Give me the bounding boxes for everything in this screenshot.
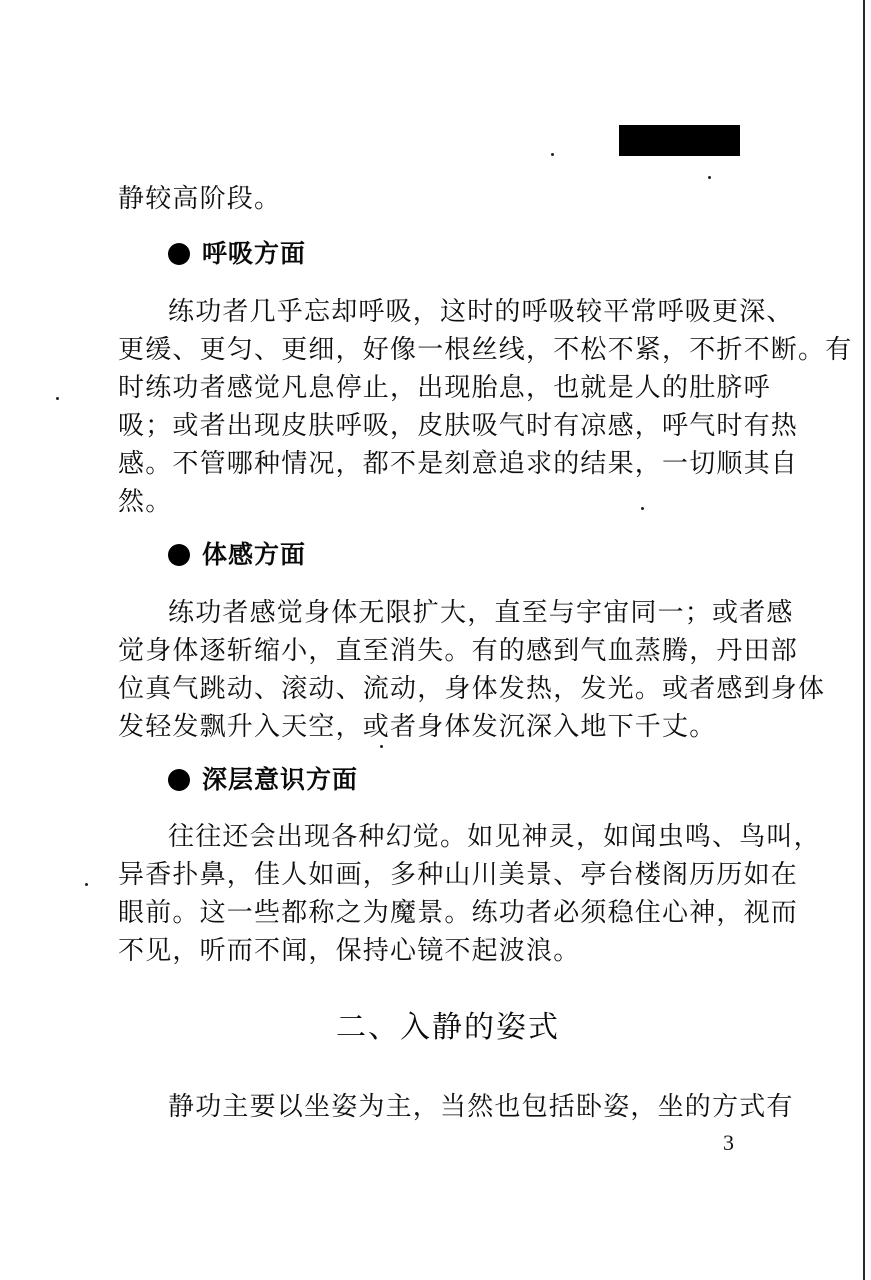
chapter-tab-marker — [619, 125, 740, 156]
scan-speck — [380, 745, 383, 748]
text-line: 往往还会出现各种幻觉。如见神灵，如闻虫鸣、鸟叫， — [168, 822, 821, 852]
scan-speck — [708, 176, 711, 179]
text-line: 眼前。这一些都称之为魔景。练功者必须稳住心神，视而 — [118, 898, 799, 928]
page-edge-line — [863, 0, 865, 1280]
text-line: 练功者感觉身体无限扩大，直至与宇宙同一；或者感 — [168, 598, 794, 628]
section-heading-deep-consciousness — [168, 763, 358, 797]
section-heading-breathing — [168, 237, 306, 271]
text-line: 觉身体逐斩缩小，直至消失。有的感到气血蒸腾，丹田部 — [118, 636, 799, 666]
heading-label: 体感方面 — [202, 540, 307, 569]
text-line: 位真气跳动、滚动、流动，身体发热，发光。或者感到身体 — [118, 674, 826, 704]
section-heading-body-sense — [168, 538, 306, 572]
heading-label: 呼吸方面 — [202, 239, 307, 268]
scan-speck — [641, 507, 644, 510]
heading-label: 深层意识方面 — [202, 765, 359, 794]
text-line: 更缓、更匀、更细，好像一根丝线，不松不紧，不折不断。有 — [118, 335, 853, 365]
bullet-icon — [168, 243, 190, 265]
text-line: 不见，听而不闻，保持心镜不起波浪。 — [118, 936, 581, 966]
text-line: 吸；或者出现皮肤呼吸，皮肤吸气时有凉感，呼气时有热 — [118, 411, 799, 441]
text-line: 静较高阶段。 — [118, 184, 282, 214]
section-title: 二、入静的姿式 — [336, 1010, 560, 1045]
scan-speck — [56, 397, 59, 400]
bullet-icon — [168, 769, 190, 791]
bullet-icon — [168, 544, 190, 566]
scan-speck — [85, 883, 88, 886]
page-number: 3 — [723, 1130, 734, 1155]
text-line: 发轻发飘升入天空，或者身体发沉深入地下千丈。 — [118, 712, 717, 742]
scan-speck — [551, 153, 554, 156]
text-line: 静功主要以坐姿为主，当然也包括卧姿，坐的方式有 — [168, 1092, 794, 1122]
text-line: 然。 — [118, 487, 173, 517]
text-line: 练功者几乎忘却呼吸，这时的呼吸较平常呼吸更深、 — [168, 297, 794, 327]
text-line: 感。不管哪种情况，都不是刻意追求的结果，一切顺其自 — [118, 449, 799, 479]
text-line: 异香扑鼻，佳人如画，多种山川美景、亭台楼阁历历如在 — [118, 860, 799, 890]
text-line: 时练功者感觉凡息停止，出现胎息，也就是人的肚脐呼 — [118, 373, 771, 403]
